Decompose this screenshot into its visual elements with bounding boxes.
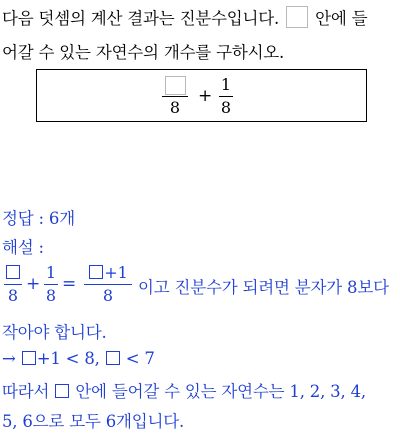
step1-fraction-1: 8: [4, 264, 22, 305]
fraction-left-numerator: [162, 76, 188, 94]
blank-box: [55, 384, 69, 398]
explanation-step4: 따라서 안에 들어갈 수 있는 자연수는 1, 2, 3, 4,: [2, 382, 366, 401]
fraction-left: [162, 76, 188, 117]
explanation-step5: 5, 6으로 모두 6개입니다.: [2, 412, 185, 431]
explanation-step1: [0, 262, 400, 308]
blank-box: [106, 351, 120, 365]
step1-fraction-2: 1 8: [45, 263, 57, 305]
fraction-right: [219, 76, 233, 117]
blank-box: [6, 265, 20, 279]
question-line-1: [2, 5, 367, 29]
question-line-2: 어갈 수 있는 자연수의 개수를 구하시오.: [2, 43, 285, 62]
fraction-left-denominator: 8: [169, 98, 181, 117]
fraction-right-numerator: 1: [220, 75, 232, 94]
explanation-step3: → +1 < 8, < 7: [2, 349, 155, 368]
blank-box: [165, 76, 186, 95]
question-text-part1: 다음 덧셈의 계산 결과는 진분수입니다.: [2, 9, 280, 28]
explanation-label: 해설 :: [2, 238, 44, 257]
step1-text: 이고 진분수가 되려면 분자가 8보다: [138, 278, 389, 297]
expression-box: [36, 69, 367, 122]
plus-sign: +: [26, 274, 41, 294]
blank-box: [22, 351, 36, 365]
question-text-part2: 안에 들: [315, 9, 368, 28]
arrow-icon: →: [2, 349, 16, 368]
fraction-right-denominator: 8: [220, 98, 232, 117]
answer-label: 정답 : 6개: [2, 209, 75, 228]
explanation-step2: 작아야 합니다.: [2, 323, 107, 342]
blank-box: [286, 6, 308, 28]
plus-sign: +: [198, 86, 213, 106]
equals-sign: =: [62, 274, 77, 294]
step1-fraction-3: +1 8: [84, 264, 132, 305]
blank-box: [89, 265, 103, 279]
